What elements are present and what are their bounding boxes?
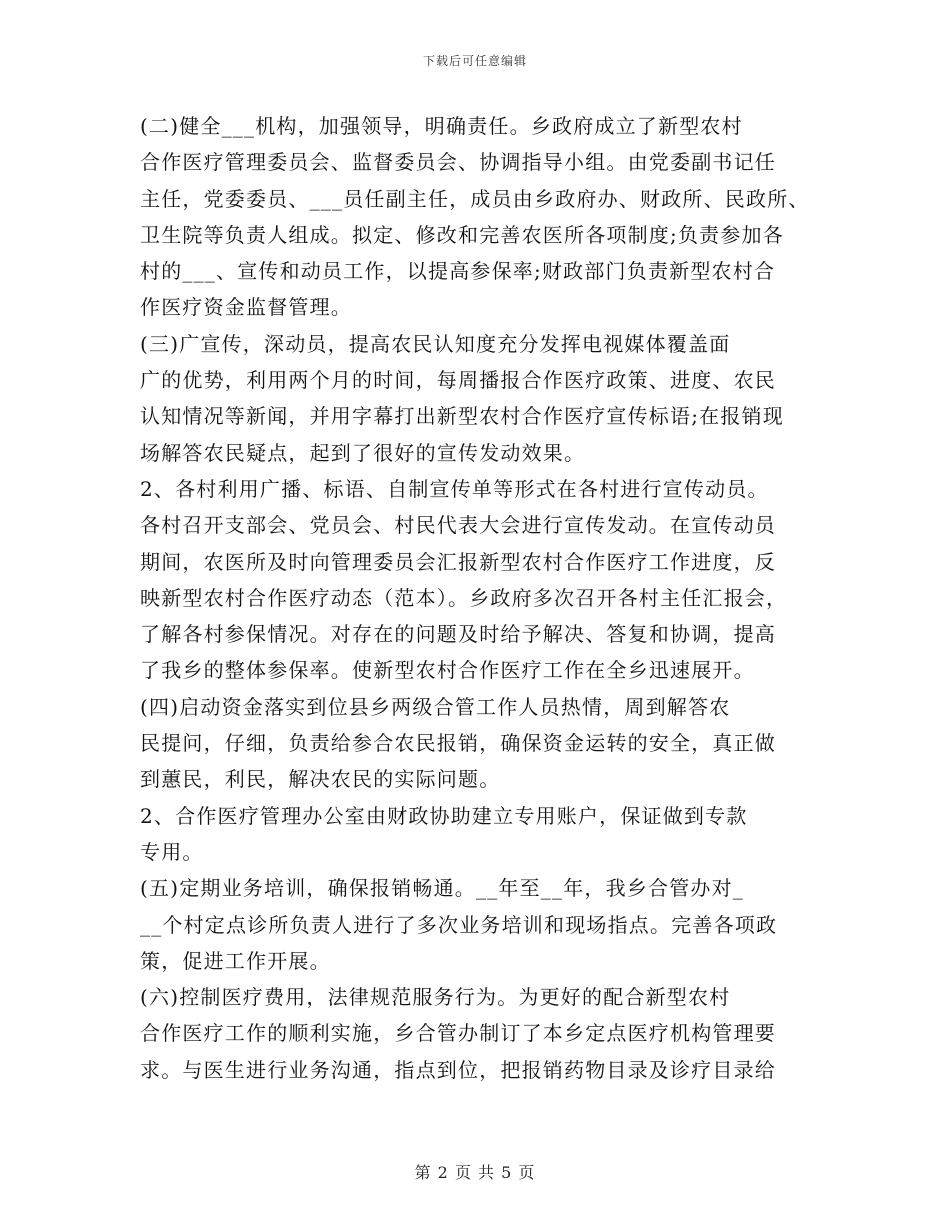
text-line: 了我乡的整体参保率。使新型农村合作医疗工作在全乡迅速展开。: [140, 658, 755, 683]
text-line: (五)定期业务培训，确保报销畅通。__年至__年，我乡合管办对_: [140, 876, 745, 901]
page-footer: 第 2 页 共 5 页: [414, 1163, 536, 1182]
page-header: 下载后可任意编辑: [422, 54, 527, 68]
text-line: 期间，农医所及时向管理委员会汇报新型农村合作医疗工作进度，反: [140, 549, 776, 574]
text-line: (四)启动资金落实到位县乡两级合管工作人员热情，周到解答农: [140, 694, 731, 719]
text-line: 专用。: [140, 839, 204, 864]
text-line: 场解答农民疑点，起到了很好的宣传发动效果。: [140, 440, 586, 465]
text-line: 认知情况等新闻，并用字幕打出新型农村合作医疗宣传标语;在报销现: [140, 404, 784, 429]
text-line: (六)控制医疗费用，法律规范服务行为。为更好的配合新型农村: [140, 985, 731, 1010]
text-line: 求。与医生进行业务沟通，指点到位，把报销药物目录及诊疗目录给: [140, 1057, 776, 1082]
text-line: (三)广宣传，深动员，提高农民认知度充分发挥电视媒体覆盖面: [140, 331, 731, 356]
text-line: 作医疗资金监督管理。: [140, 295, 352, 320]
text-line: 民提问，仔细，负责给参合农民报销，确保资金运转的安全，真正做: [140, 731, 776, 756]
text-line: 2、合作医疗管理办公室由财政协助建立专用账户，保证做到专款: [140, 803, 748, 828]
body-text: [140, 108, 830, 1088]
text-line: 村的___、宣传和动员工作，以提高参保率;财政部门负责新型农村合: [140, 259, 776, 284]
text-line: 到蕙民，利民，解决农民的实际问题。: [140, 767, 501, 792]
text-line: __个村定点诊所负责人进行了多次业务培训和现场指点。完善各项政: [140, 912, 778, 937]
text-line: 卫生院等负责人组成。拟定、修改和完善农医所各项制度;负责参加各: [140, 222, 784, 247]
text-line: 广的优势，利用两个月的时间，每周播报合作医疗政策、进度、农民: [140, 368, 776, 393]
text-line: 2、各村利用广播、标语、自制宣传单等形式在各村进行宣传动员。: [140, 476, 769, 501]
text-line: 映新型农村合作医疗动态（范本）。乡政府多次召开各村主任汇报会，: [140, 585, 788, 610]
text-line: (二)健全___机构，加强领导，明确责任。乡政府成立了新型农村: [140, 114, 743, 138]
text-line: 了解各村参保情况。对存在的问题及时给予解决、答复和协调，提高: [140, 622, 776, 647]
text-line: 主任，党委委员、___员任副主任，成员由乡政府办、财政所、民政所、: [140, 186, 810, 211]
text-line: 策，促进工作开展。: [140, 948, 331, 973]
text-line: 各村召开支部会、党员会、村民代表大会进行宣传发动。在宣传动员: [140, 513, 776, 538]
text-line: 合作医疗管理委员会、监督委员会、协调指导小组。由党委副书记任: [140, 150, 776, 175]
text-line: 合作医疗工作的顺利实施，乡合管办制订了本乡定点医疗机构管理要: [140, 1021, 776, 1046]
